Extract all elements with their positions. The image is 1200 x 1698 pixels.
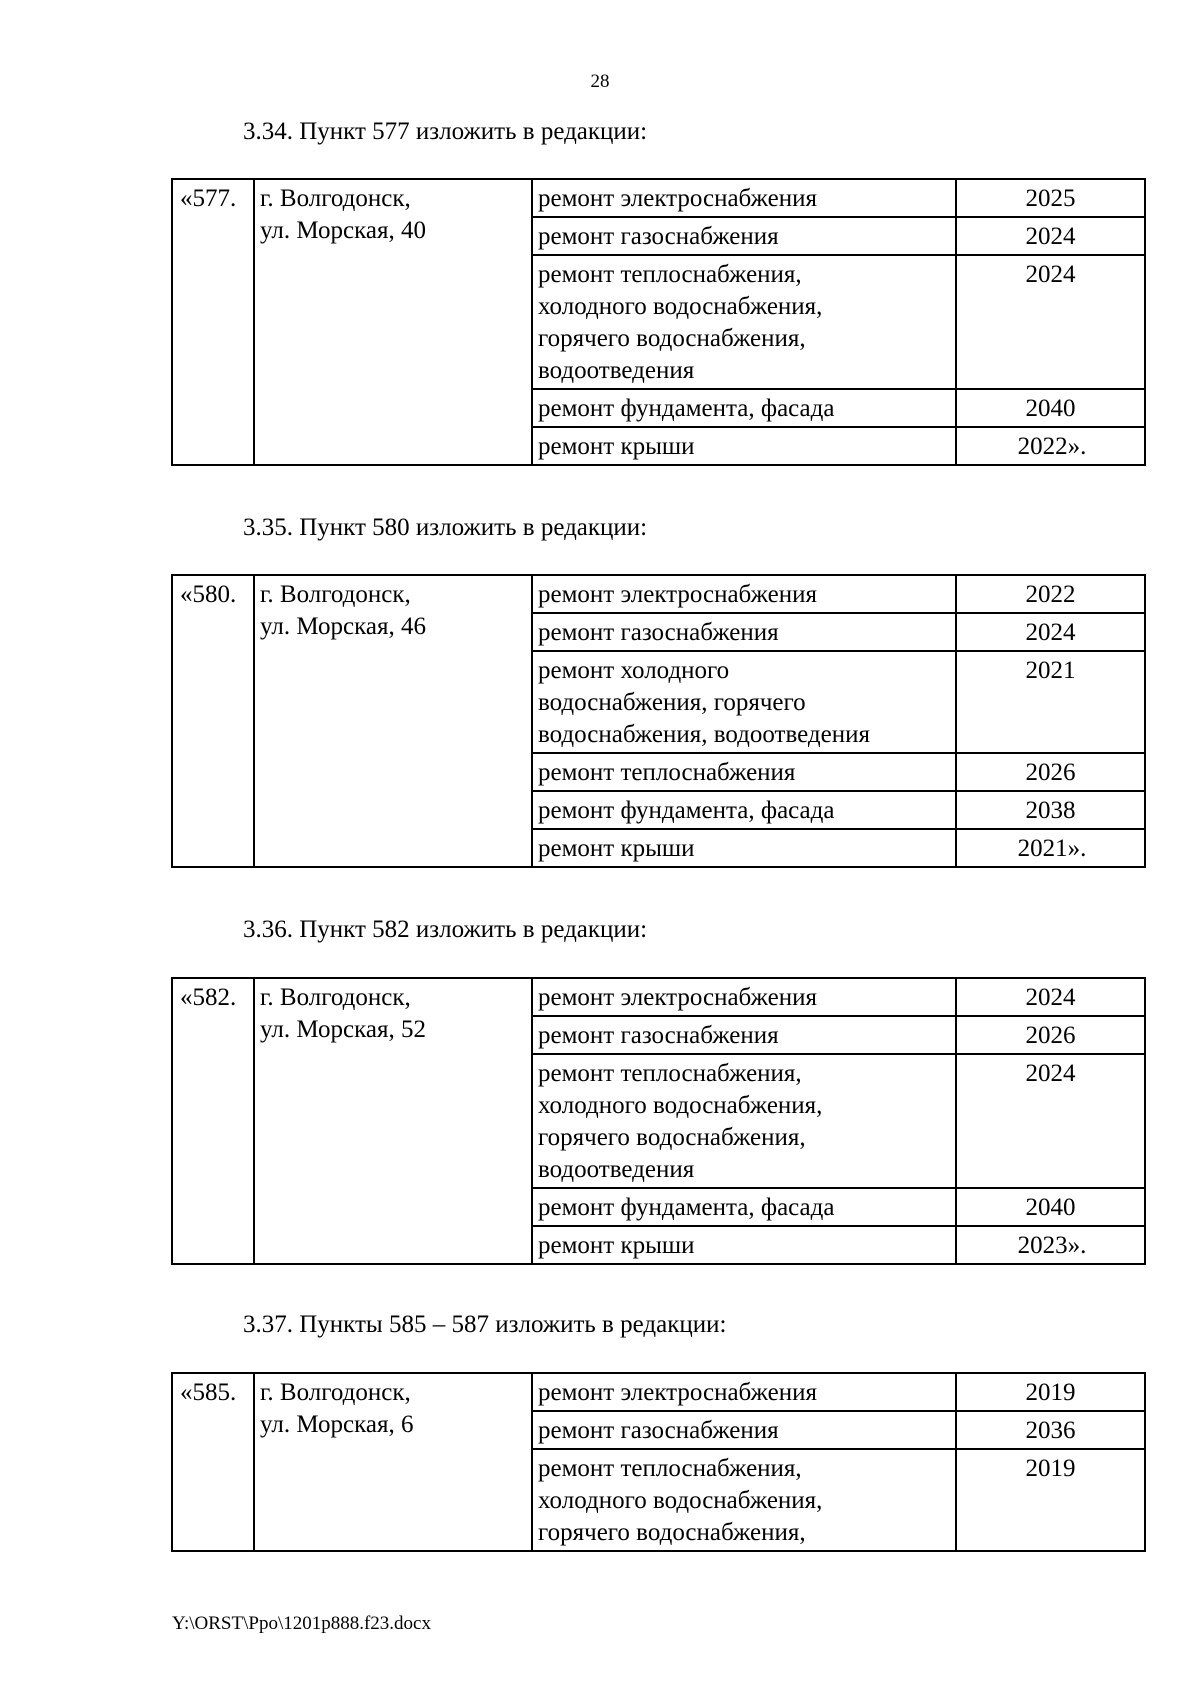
work-type-cell (532, 389, 956, 427)
section-heading: 3.34. Пункт 577 изложить в редакции: (243, 118, 648, 145)
repair-schedule-table (171, 1372, 1146, 1552)
year-cell: 2025 (956, 179, 1145, 217)
year-cell: 2026 (956, 1016, 1145, 1054)
year-cell: 2023». (956, 1226, 1145, 1264)
work-type-cell (532, 829, 956, 867)
address-line: ул. Морская, 46 (260, 613, 426, 640)
work-type-line: холодного водоснабжения, (538, 293, 823, 320)
address-line: г. Волгодонск, (260, 984, 411, 1011)
work-type-cell (532, 1449, 956, 1551)
work-type-line: ремонт фундамента, фасада (538, 797, 835, 824)
address-cell (254, 978, 532, 1264)
work-type-line: ремонт электроснабжения (538, 1379, 817, 1406)
address-cell (254, 1373, 532, 1551)
work-type-cell (532, 1016, 956, 1054)
table-row (172, 978, 1145, 1016)
page-number: 28 (590, 71, 610, 92)
repair-schedule-table (171, 178, 1146, 466)
work-type-cell (532, 1054, 956, 1188)
work-type-line: ремонт газоснабжения (538, 223, 779, 250)
item-number-cell: «585. (172, 1373, 254, 1551)
year-cell: 2022 (956, 575, 1145, 613)
year-cell: 2036 (956, 1411, 1145, 1449)
year-cell: 2024 (956, 217, 1145, 255)
work-type-cell (532, 1188, 956, 1226)
work-type-line: холодного водоснабжения, (538, 1092, 823, 1119)
work-type-line: ремонт электроснабжения (538, 581, 817, 608)
work-type-line: водоотведения (538, 357, 695, 384)
work-type-line: ремонт фундамента, фасада (538, 1194, 835, 1221)
address-cell (254, 575, 532, 867)
year-cell: 2021 (956, 651, 1145, 753)
address-line: ул. Морская, 6 (260, 1411, 414, 1438)
section-heading: 3.35. Пункт 580 изложить в редакции: (243, 514, 648, 541)
work-type-line: водоснабжения, водоотведения (538, 721, 870, 748)
work-type-cell (532, 1411, 956, 1449)
address-line: г. Волгодонск, (260, 1379, 411, 1406)
year-cell: 2024 (956, 978, 1145, 1016)
work-type-line: ремонт теплоснабжения, (538, 261, 802, 288)
work-type-cell (532, 179, 956, 217)
section-heading: 3.37. Пункты 585 – 587 изложить в редакции: (243, 1311, 727, 1338)
work-type-line: ремонт холодного (538, 657, 730, 684)
work-type-cell (532, 575, 956, 613)
work-type-line: ремонт крыши (538, 433, 695, 460)
work-type-cell (532, 791, 956, 829)
year-cell: 2040 (956, 389, 1145, 427)
work-type-line: водоснабжения, горячего (538, 689, 806, 716)
work-type-cell (532, 1373, 956, 1411)
item-number-cell: «577. (172, 179, 254, 465)
address-line: г. Волгодонск, (260, 185, 411, 212)
table-row (172, 575, 1145, 613)
work-type-line: ремонт фундамента, фасада (538, 395, 835, 422)
work-type-line: ремонт газоснабжения (538, 619, 779, 646)
item-number-cell: «580. (172, 575, 254, 867)
work-type-cell (532, 427, 956, 465)
work-type-line: ремонт теплоснабжения (538, 759, 796, 786)
address-cell (254, 179, 532, 465)
year-cell: 2022». (956, 427, 1145, 465)
work-type-line: ремонт газоснабжения (538, 1417, 779, 1444)
year-cell: 2024 (956, 1054, 1145, 1188)
work-type-line: ремонт газоснабжения (538, 1022, 779, 1049)
work-type-line: холодного водоснабжения, (538, 1487, 823, 1514)
year-cell: 2024 (956, 255, 1145, 389)
table-row (172, 1373, 1145, 1411)
item-number-cell: «582. (172, 978, 254, 1264)
file-path-footer: Y:\ORST\Ppo\1201p888.f23.docx (172, 1613, 431, 1634)
year-cell: 2021». (956, 829, 1145, 867)
section-heading: 3.36. Пункт 582 изложить в редакции: (243, 916, 648, 943)
repair-schedule-table (171, 574, 1146, 868)
work-type-line: ремонт теплоснабжения, (538, 1060, 802, 1087)
year-cell: 2019 (956, 1449, 1145, 1551)
year-cell: 2040 (956, 1188, 1145, 1226)
work-type-line: ремонт электроснабжения (538, 984, 817, 1011)
year-cell: 2019 (956, 1373, 1145, 1411)
work-type-cell (532, 978, 956, 1016)
work-type-line: ремонт электроснабжения (538, 185, 817, 212)
work-type-line: горячего водоснабжения, (538, 325, 806, 352)
work-type-cell (532, 613, 956, 651)
table-row (172, 179, 1145, 217)
year-cell: 2038 (956, 791, 1145, 829)
address-line: г. Волгодонск, (260, 581, 411, 608)
repair-schedule-table (171, 977, 1146, 1265)
work-type-line: водоотведения (538, 1156, 695, 1183)
work-type-cell (532, 1226, 956, 1264)
work-type-line: ремонт крыши (538, 1232, 695, 1259)
year-cell: 2024 (956, 613, 1145, 651)
work-type-cell (532, 255, 956, 389)
work-type-line: горячего водоснабжения, (538, 1124, 806, 1151)
address-line: ул. Морская, 40 (260, 217, 426, 244)
work-type-cell (532, 217, 956, 255)
work-type-cell (532, 753, 956, 791)
work-type-line: горячего водоснабжения, (538, 1519, 806, 1546)
work-type-line: ремонт крыши (538, 835, 695, 862)
work-type-line: ремонт теплоснабжения, (538, 1455, 802, 1482)
year-cell: 2026 (956, 753, 1145, 791)
address-line: ул. Морская, 52 (260, 1016, 426, 1043)
work-type-cell (532, 651, 956, 753)
